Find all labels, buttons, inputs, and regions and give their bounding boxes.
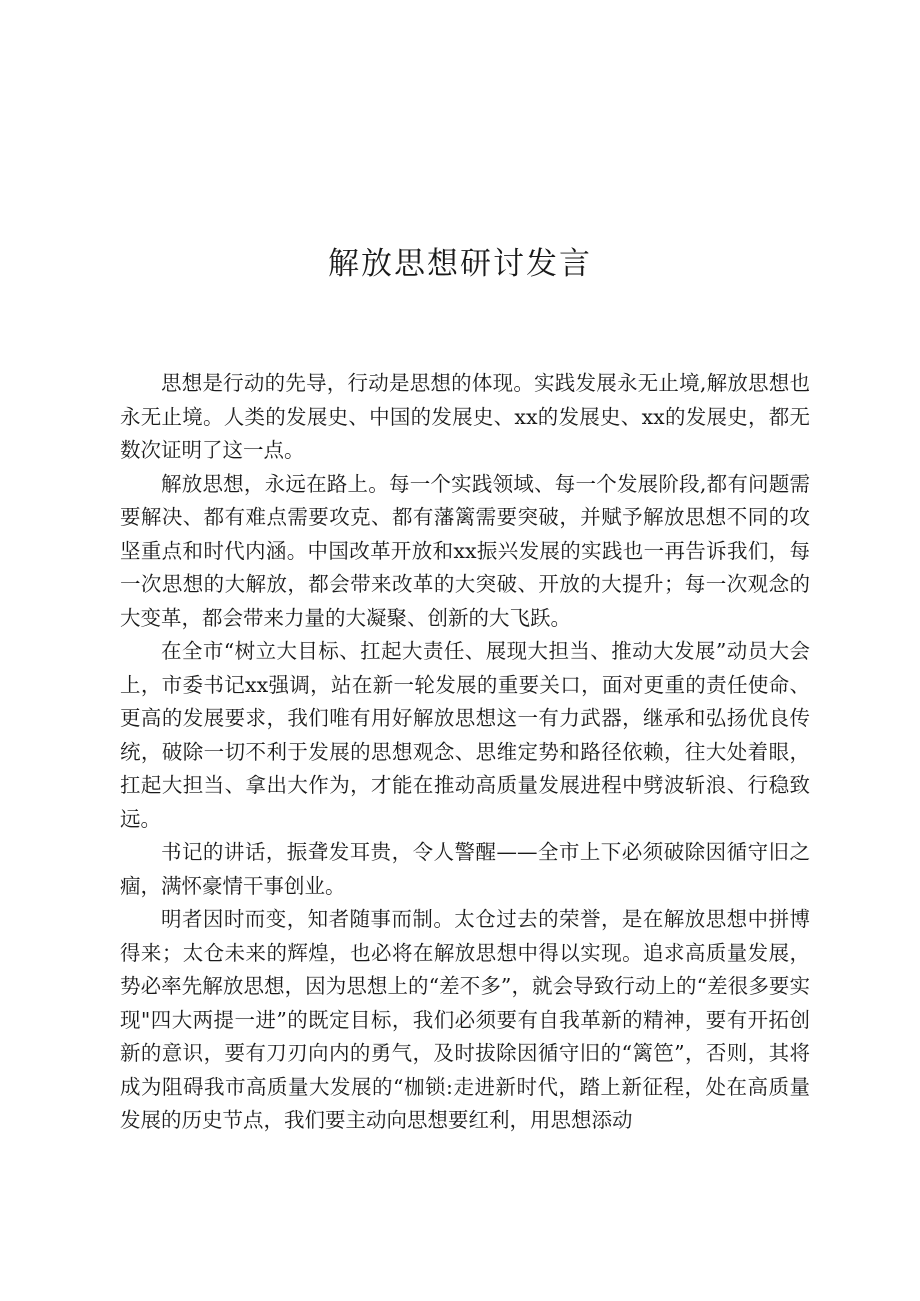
document-title: 解放思想研讨发言 [328, 246, 592, 282]
paragraph-4: 书记的讲话，振聋发耳贵，令人警醒——全市上下必须破除因循守旧之痼，满怀豪情干事创业。 [120, 840, 810, 898]
document-body [120, 367, 810, 1138]
paragraph-3: 在全市“树立大目标、扛起大责任、展现大担当、推动大发展”动员大会上，市委书记xx强调，站在新一轮发展的重要关口，面对更重的责任使命、更高的发展要求，我们唯有用好解放思想这一有力武器，继承和弘扬优良传统，破除一切不利于发展的思想观念、思维定势和路径依赖，往大处着眼，扛起大担当、拿出大作为，才能在推动高质量发展进程中劈波斩浪、行稳致远。 [120, 639, 810, 831]
paragraph-1: 思想是行动的先导，行动是思想的体现。实践发展永无止境,解放思想也永无止境。人类的发展史、中国的发展史、xx的发展史、xx的发展史，都无数次证明了这一点。 [120, 371, 810, 462]
paragraph-5: 明者因时而变，知者随事而制。太仓过去的荣誉，是在解放思想中拼博得来；太仓未来的辉煌，也必将在解放思想中得以实现。追求高质量发展，势必率先解放思想，因为思想上的“差不多”，就会导致行动上的“差很多要实现"四大两提一进”的既定目标，我们必须要有自我革新的精神，要有开拓创新的意识，要有刀刃向内的勇气，及时拔除因循守旧的“篱笆”，否则，其将成为阻碍我市高质量大发展的“枷锁:走进新时代，踏上新征程，处在高质量发展的历史节点，我们要主动向思想要红利，用思想添动 [120, 907, 810, 1132]
paragraph-2: 解放思想，永远在路上。每一个实践领域、每一个发展阶段,都有问题需要解决、都有难点需要攻克、都有藩篱需要突破，并赋予解放思想不同的攻坚重点和时代内涵。中国改革开放和xx振兴发展的实践也一再告诉我们，每一次思想的大解放，都会带来改革的大突破、开放的大提升；每一次观念的大变革，都会带来力量的大凝聚、创新的大飞跃。 [120, 471, 810, 630]
